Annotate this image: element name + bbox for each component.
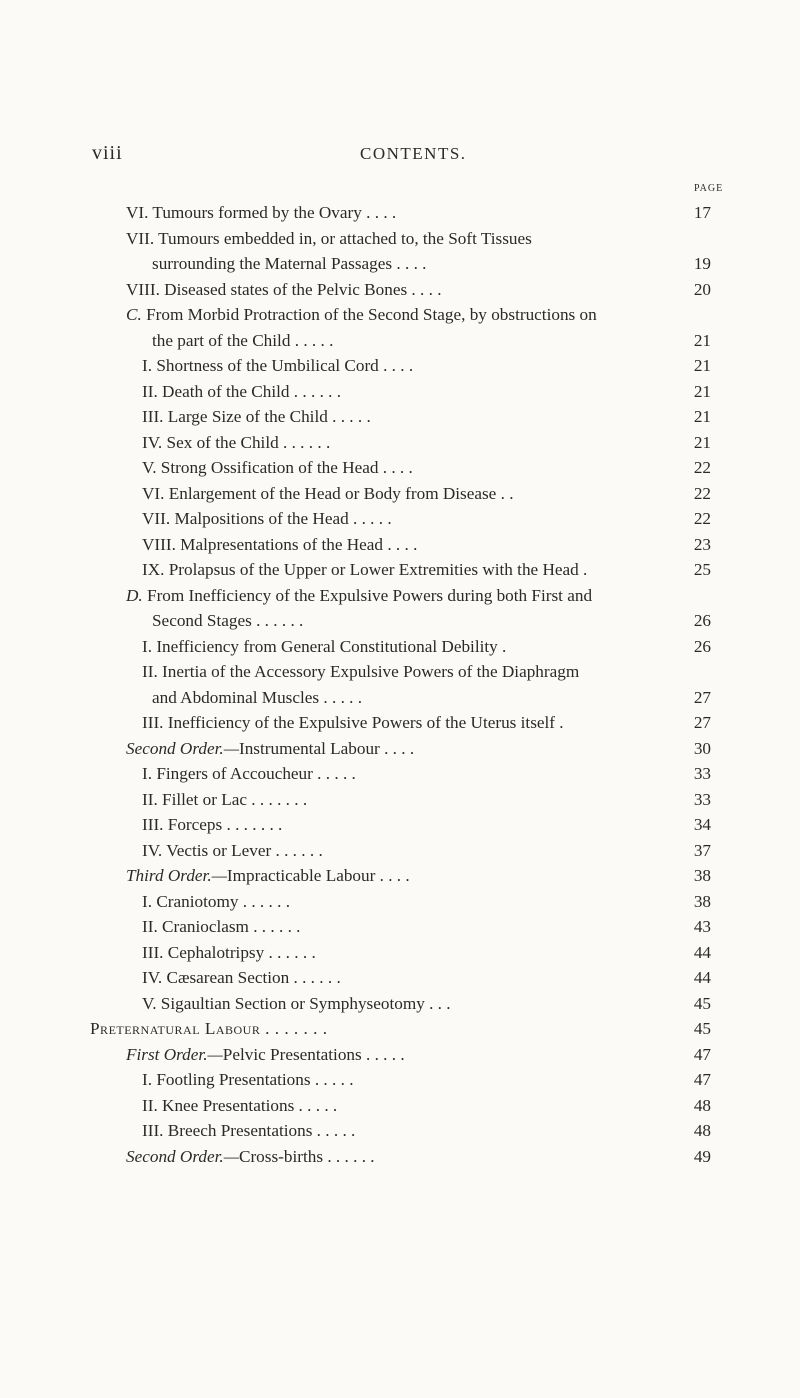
entry-title: VII. Malpositions of the Head . . . . . <box>142 509 392 528</box>
contents-entry <box>0 608 800 634</box>
entry-title: IV. Cæsarean Section . . . . . . <box>142 968 341 987</box>
entry-page-number: 45 <box>693 993 711 1013</box>
entry-title: V. Strong Ossification of the Head . . . . <box>142 458 413 477</box>
contents-entry <box>0 991 800 1017</box>
contents-entry <box>0 812 800 838</box>
entry-page-number: 48 <box>693 1095 711 1115</box>
entry-title: Preternatural Labour . . . . . . . <box>90 1019 328 1038</box>
entry-title: III. Inefficiency of the Expulsive Powers of the Uterus itself . <box>142 713 564 732</box>
entry-title: I. Craniotomy . . . . . . <box>142 891 290 911</box>
contents-entry <box>0 200 800 226</box>
contents-list <box>0 200 800 1169</box>
entry-title: II. Knee Presentations . . . . . <box>142 1095 338 1115</box>
entry-title: I. Inefficiency from General Constitutional Debility . <box>142 636 507 656</box>
entry-title: VII. Tumours embedded in, or attached to, the Soft Tissues <box>126 228 532 248</box>
entry-page-number: 38 <box>693 866 711 885</box>
entry-page-number: 23 <box>693 534 711 554</box>
contents-entry <box>0 838 800 864</box>
entry-title: VI. Tumours formed by the Ovary . . . . <box>126 203 397 222</box>
entry-page-number: 22 <box>693 458 711 477</box>
entry-page-number: 47 <box>693 1044 711 1064</box>
contents-entry <box>0 940 800 966</box>
entry-page-number: 33 <box>693 789 711 809</box>
entry-title: III. Breech Presentations . . . . . <box>142 1121 356 1140</box>
entry-page-number: 30 <box>693 738 711 758</box>
entry-page-number: 21 <box>693 330 711 350</box>
contents-entry <box>0 506 800 532</box>
contents-entry <box>0 736 800 762</box>
entry-title: III. Cephalotripsy . . . . . . <box>142 942 316 962</box>
contents-entry <box>0 761 800 787</box>
entry-title: II. Fillet or Lac . . . . . . . <box>142 789 308 809</box>
contents-entry <box>0 455 800 481</box>
contents-entry <box>0 481 800 507</box>
entry-page-number: 21 <box>693 381 711 401</box>
entry-title: II. Cranioclasm . . . . . . <box>142 917 301 936</box>
entry-page-number: 49 <box>693 1146 711 1166</box>
contents-entry <box>0 532 800 558</box>
entry-title: III. Forceps . . . . . . . <box>142 815 283 834</box>
folio-number: viii <box>92 142 123 164</box>
entry-title: II. Inertia of the Accessory Expulsive Powers of the Diaphragm <box>142 662 580 681</box>
page-column-label: PAGE <box>694 183 724 194</box>
entry-title: Second Order.—Instrumental Labour . . . . <box>126 738 415 758</box>
contents-entry <box>0 251 800 277</box>
entry-page-number: 43 <box>693 917 711 936</box>
contents-entry <box>0 1067 800 1093</box>
running-title: CONTENTS. <box>360 144 467 163</box>
entry-page-number: 25 <box>693 560 711 579</box>
entry-title: I. Shortness of the Umbilical Cord . . . . <box>142 356 414 375</box>
contents-entry <box>0 634 800 660</box>
entry-title: First Order.—Pelvic Presentations . . . . . <box>126 1044 405 1064</box>
entry-page-number: 44 <box>693 968 711 987</box>
contents-entry <box>0 659 800 685</box>
contents-entry <box>0 328 800 354</box>
entry-title: IV. Sex of the Child . . . . . . <box>142 432 331 452</box>
entry-page-number: 47 <box>693 1070 711 1089</box>
entry-page-number: 38 <box>693 891 711 911</box>
contents-entry <box>0 557 800 583</box>
contents-entry <box>0 1042 800 1068</box>
entry-page-number: 45 <box>693 1019 711 1038</box>
entry-title: surrounding the Maternal Passages . . . . <box>152 254 427 273</box>
contents-entry <box>0 710 800 736</box>
contents-entry <box>0 430 800 456</box>
entry-page-number: 22 <box>693 483 711 503</box>
contents-entry <box>0 889 800 915</box>
entry-page-number: 17 <box>693 203 711 222</box>
entry-title: III. Large Size of the Child . . . . . <box>142 407 371 426</box>
entry-title: C. From Morbid Protraction of the Second Stage, by obstructions on <box>126 305 597 324</box>
entry-page-number: 37 <box>693 840 711 860</box>
entry-page-number: 44 <box>693 942 711 962</box>
entry-title: and Abdominal Muscles . . . . . <box>152 687 363 707</box>
contents-entry <box>0 226 800 252</box>
entry-title: I. Fingers of Accoucheur . . . . . <box>142 764 356 783</box>
contents-entry <box>0 1144 800 1170</box>
entry-page-number: 20 <box>693 279 711 299</box>
entry-title: VIII. Diseased states of the Pelvic Bones . . . . <box>126 279 442 299</box>
contents-entry <box>0 1093 800 1119</box>
contents-entry <box>0 787 800 813</box>
entry-title: VI. Enlargement of the Head or Body from Disease . . <box>142 483 514 503</box>
entry-page-number: 21 <box>693 407 711 426</box>
entry-page-number: 22 <box>693 509 711 528</box>
entry-title: D. From Inefficiency of the Expulsive Powers during both First and <box>126 585 593 605</box>
entry-title: IX. Prolapsus of the Upper or Lower Extremities with the Head . <box>142 560 588 579</box>
contents-entry <box>0 302 800 328</box>
entry-page-number: 34 <box>693 815 711 834</box>
contents-entry <box>0 863 800 889</box>
entry-page-number: 33 <box>693 764 711 783</box>
entry-title: II. Death of the Child . . . . . . <box>142 381 342 401</box>
contents-entry <box>0 404 800 430</box>
contents-entry <box>0 583 800 609</box>
contents-entry <box>0 353 800 379</box>
entry-page-number: 19 <box>693 254 711 273</box>
entry-page-number: 21 <box>693 432 711 452</box>
entry-page-number: 21 <box>693 356 711 375</box>
entry-title: V. Sigaultian Section or Symphyseotomy . . . <box>142 993 451 1013</box>
contents-entry <box>0 1016 800 1042</box>
contents-entry <box>0 277 800 303</box>
entry-title: VIII. Malpresentations of the Head . . . . <box>142 534 418 554</box>
entry-title: the part of the Child . . . . . <box>152 330 334 350</box>
entry-page-number: 48 <box>693 1121 711 1140</box>
entry-page-number: 26 <box>693 636 711 656</box>
entry-title: Second Order.—Cross-births . . . . . . <box>126 1146 375 1166</box>
entry-title: Third Order.—Impracticable Labour . . . . <box>126 866 410 885</box>
entry-page-number: 27 <box>693 713 711 732</box>
entry-page-number: 26 <box>693 611 711 630</box>
contents-entry <box>0 965 800 991</box>
contents-entry <box>0 379 800 405</box>
entry-title: IV. Vectis or Lever . . . . . . <box>142 840 323 860</box>
entry-title: Second Stages . . . . . . <box>152 611 304 630</box>
contents-entry <box>0 1118 800 1144</box>
contents-entry <box>0 914 800 940</box>
entry-title: I. Footling Presentations . . . . . <box>142 1070 354 1089</box>
contents-entry <box>0 685 800 711</box>
entry-page-number: 27 <box>693 687 711 707</box>
